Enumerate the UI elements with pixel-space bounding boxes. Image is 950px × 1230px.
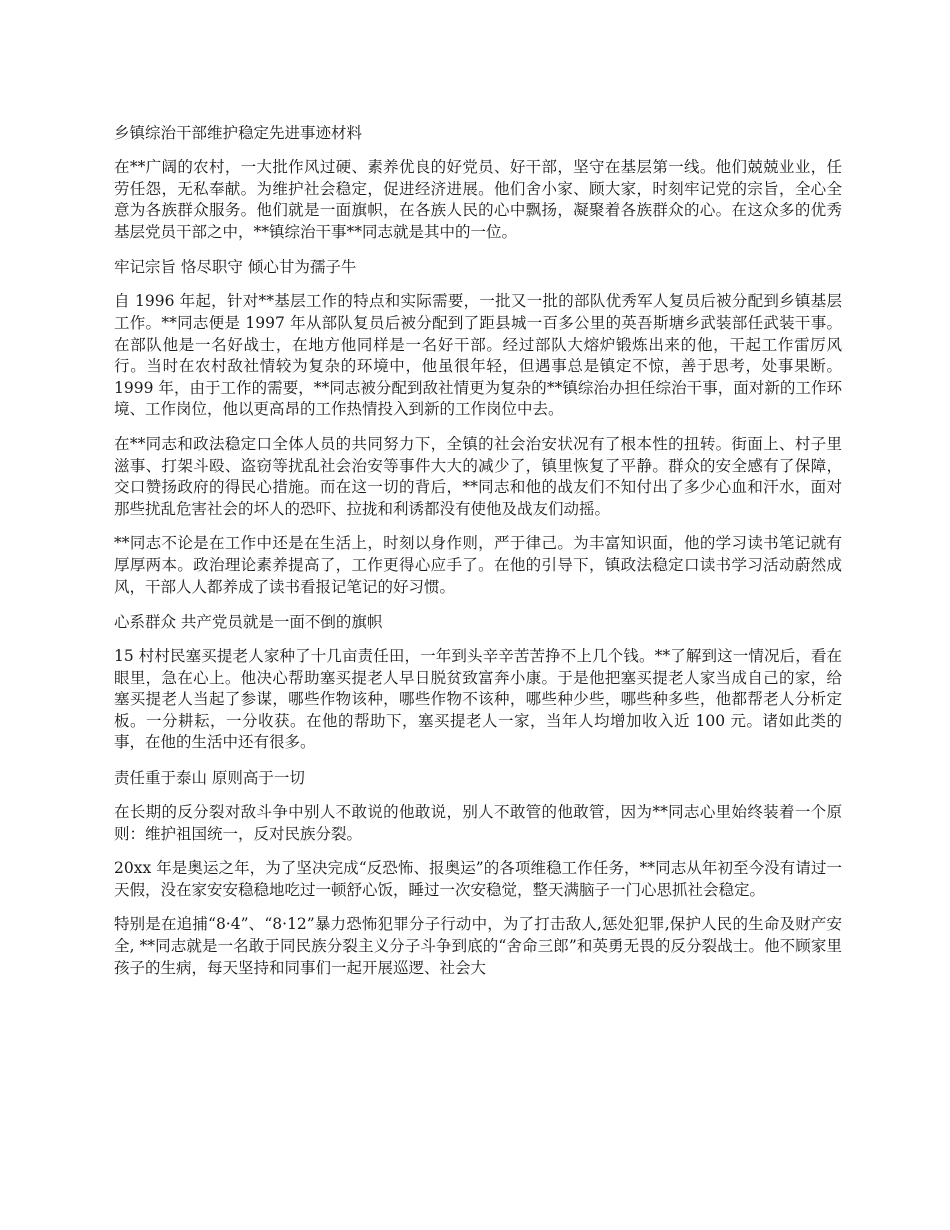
paragraph-4: 15 村村民塞买提老人家种了十几亩责任田，一年到头辛辛苦苦挣不上几个钱。**了解到这一情况后，看在眼里，急在心上。他决心帮助塞买提老人早日脱贫致富奔小康。于是他把塞买提老人家当成自己的家，给塞买提老人当起了参谋，哪些作物该种，哪些作物不该种，哪些种少些，哪些种多些，他都帮老人分析定板。一分耕耘，一分收获。在他的帮助下，塞买提老人一家，当年人均增加收入近 100 元。诸如此类的事，在他的生活中还有很多。: [114, 647, 842, 752]
document-title: 乡镇综治干部维护稳定先进事迹材料: [114, 124, 363, 142]
paragraph-intro: 在**广阔的农村，一大批作风过硬、素养优良的好党员、好干部，坚守在基层第一线。他们兢兢业业，任劳任怨，无私奉献。为维护社会稳定，促进经济进展。他们舍小家、顾大家，时刻牢记党的宗旨，全心全意为各族群众服务。他们就是一面旗帜，在各族人民的心中飘扬，凝聚着各族群众的心。在这众多的优秀基层党员干部之中，**镇综治干事**同志就是其中的一位。: [114, 158, 842, 241]
document-page: [114, 122, 842, 992]
section-heading-2: 心系群众 共产党员就是一面不倒的旗帜: [114, 613, 383, 632]
paragraph-6: 20xx 年是奥运之年，为了坚决完成“反恐怖、报奥运”的各项维稳工作任务，**同志从年初至今没有请过一天假，没在家安安稳稳地吃过一顿舒心饭，睡过一次安稳觉，整天满脑子一门心思抓社会稳定。: [114, 859, 842, 899]
paragraph-1: 自 1996 年起，针对**基层工作的特点和实际需要，一批又一批的部队优秀军人复员后被分配到乡镇基层工作。**同志便是 1997 年从部队复员后被分配到了距县城一百多公里的英吾斯塘乡武装部任武装干事。在部队他是一名好战士，在地方他同样是一名好干部。经过部队大熔炉锻炼出来的他，干起工作雷厉风行。当时在农村敌社情较为复杂的环境中，他虽很年轻，但遇事总是镇定不惊，善于思考，处事果断。1999 年，由于工作的需要，**同志被分配到敌社情更为复杂的**镇综治办担任综治干事，面对新的工作环境、工作岗位，他以更高昂的工作热情投入到新的工作岗位中去。: [114, 292, 842, 419]
section-heading-1: 牢记宗旨 恪尽职守 倾心甘为孺子牛: [114, 258, 357, 277]
section-heading-3: 责任重于泰山 原则高于一切: [114, 769, 305, 788]
paragraph-5: 在长期的反分裂对敌斗争中别人不敢说的他敢说，别人不敢管的他敢管，因为**同志心里始终装着一个原则：维护祖国统一，反对民族分裂。: [114, 803, 842, 843]
paragraph-3: **同志不论是在工作中还是在生活上，时刻以身作则，严于律己。为丰富知识面，他的学习读书笔记就有厚厚两本。政治理论素养提高了，工作更得心应手了。在他的引导下，镇政法稳定口读书学习活动蔚然成风，干部人人都养成了读书看报记笔记的好习惯。: [114, 534, 842, 596]
paragraph-7: 特别是在追捕“8·4”、“8·12”暴力恐怖犯罪分子行动中，为了打击敌人,惩处犯罪,保护人民的生命及财产安全, **同志就是一名敢于同民族分裂主义分子斗争到底的“舍命三郎”和英勇无畏的反分裂战士。他不顾家里孩子的生病，每天坚持和同事们一起开展巡逻、社会大: [114, 915, 842, 977]
paragraph-2: 在**同志和政法稳定口全体人员的共同努力下，全镇的社会治安状况有了根本性的扭转。街面上、村子里滋事、打架斗殴、盗窃等扰乱社会治安等事件大大的减少了，镇里恢复了平静。群众的安全感有了保障，交口赞扬政府的得民心措施。而在这一切的背后，**同志和他的战友们不知付出了多少心血和汗水，面对那些扰乱危害社会的坏人的恐吓、拉拢和利诱都没有使他及战友们动摇。: [114, 434, 842, 518]
